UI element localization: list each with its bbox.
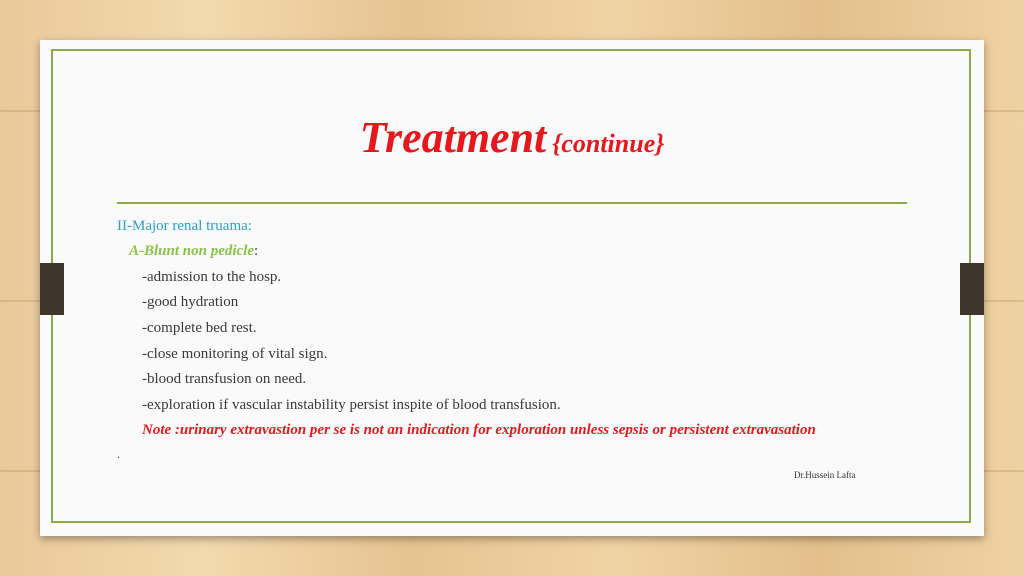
- list-item: -exploration if vascular instability persist inspite of blood transfusion.: [142, 397, 561, 413]
- author-credit: Dr.Hussein Lafta: [794, 470, 856, 480]
- list-item: -admission to the hosp.: [142, 269, 282, 285]
- subheading: [129, 243, 258, 260]
- subheading-text: A-Blunt non pedicle: [129, 243, 255, 259]
- title-suffix: {continue}: [552, 129, 665, 158]
- trailing-mark: .: [117, 447, 120, 461]
- slide-title: [0, 112, 1024, 163]
- subheading-colon: :: [254, 243, 259, 259]
- list-item: -good hydration: [142, 294, 239, 310]
- section-heading: II-Major renal truama:: [117, 218, 252, 234]
- left-binder-tab: [40, 263, 64, 315]
- note-text: Note :urinary extravastion per se is not an indication for exploration unless sepsis or persistent extravasation: [142, 422, 816, 438]
- right-binder-tab: [960, 263, 984, 315]
- list-item: -complete bed rest.: [142, 320, 257, 336]
- title-divider: [117, 202, 907, 204]
- title-main: Treatment: [359, 113, 547, 162]
- list-item: -blood transfusion on need.: [142, 371, 307, 387]
- list-item: -close monitoring of vital sign.: [142, 346, 328, 362]
